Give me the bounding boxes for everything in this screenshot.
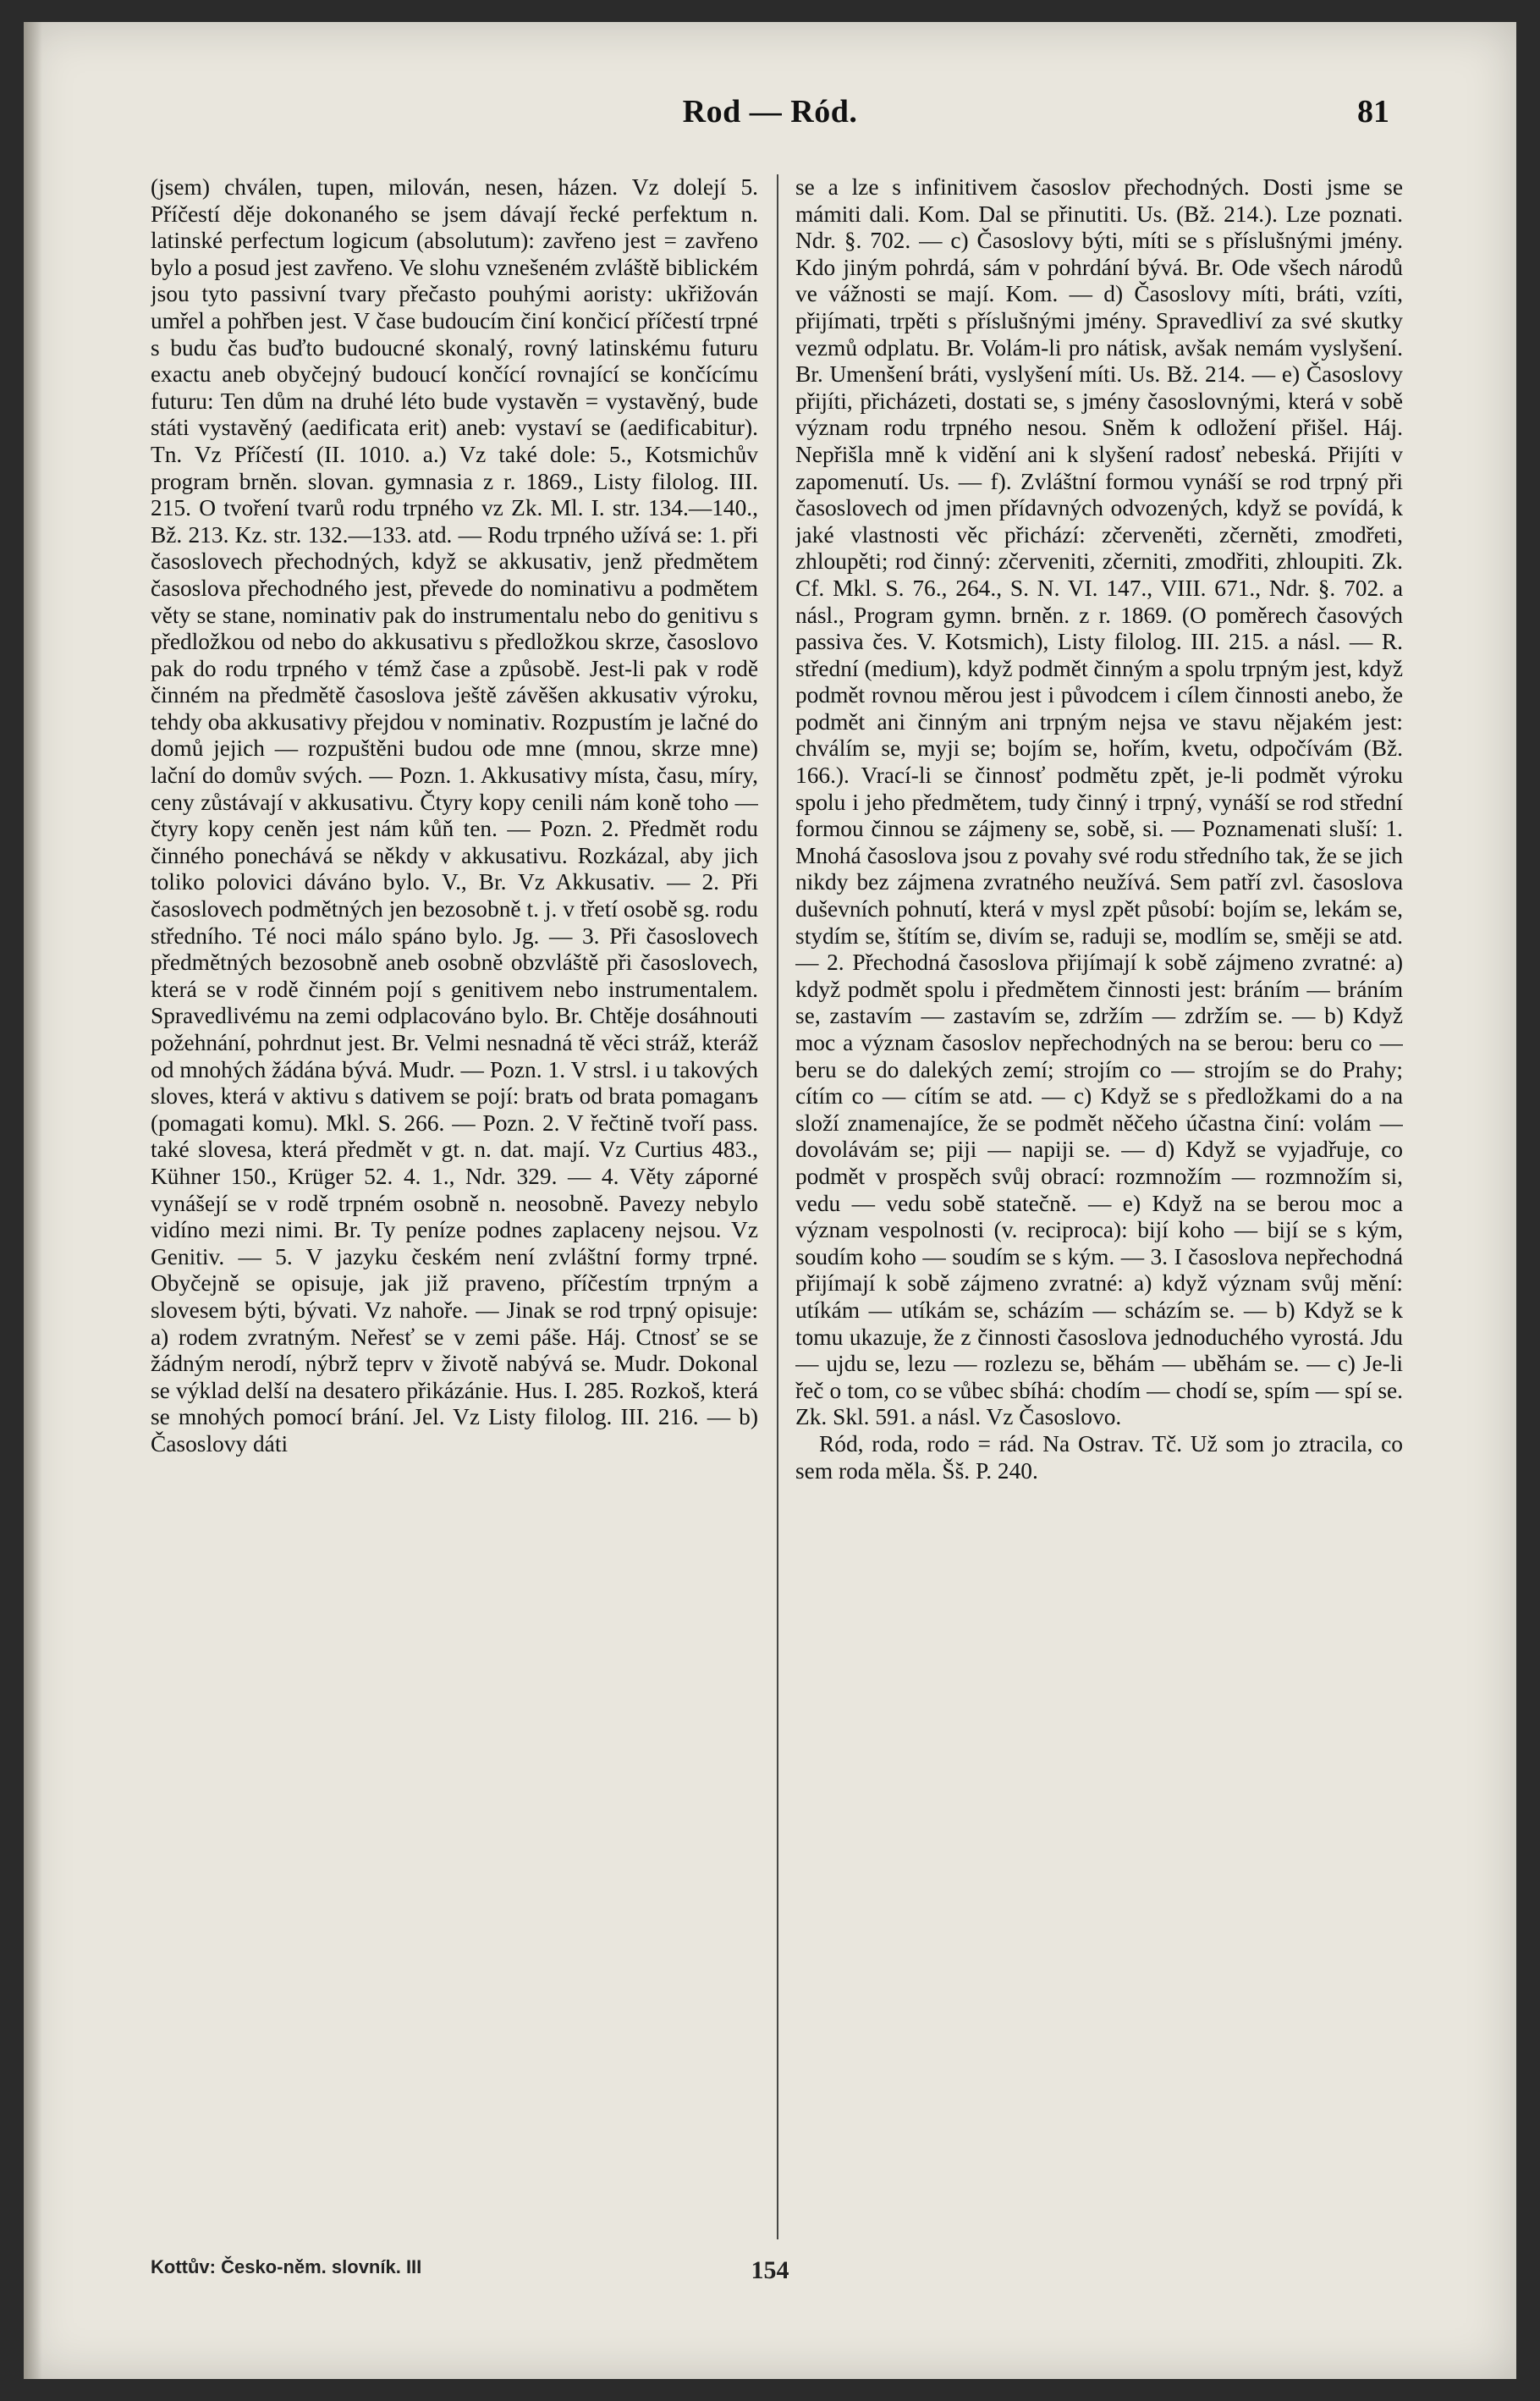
column-divider: [777, 174, 778, 2239]
page-footer: [151, 2256, 1389, 2299]
entry-rod: Ród, roda, rodo = rád. Na Ostrav. Tč. Už som jo ztracila, co sem roda měla. Šš. P. 240.: [795, 1430, 1403, 1484]
sheet-number: 154: [751, 2256, 789, 2284]
page-number: 81: [1357, 94, 1389, 129]
left-column-paragraph: (jsem) chválen, tupen, milován, nesen, házen. Vz dolejí 5. Příčestí děje dokonaného se jsem dávají řecké perfektum n. latinské perfectum logicum (absolutum): zavřeno jest = zavřeno bylo a posud jest zavřeno. Ve slohu vznešeném zvláště biblickém jsou tyto passivní tvary přečasto pouhými aoristy: ukřižován umřel a pohřben jest. V čase budoucím činí končicí příčestí trpné s budu čas buďto budoucné skonalý, rovný latinskému futuru exactu aneb obyčejný budoucí končící rovnající se končícímu futuru: Ten dům na druhé léto bude vystavěn = vystavěný, bude státi vystavěný (aedificata erit) aneb: vystaví se (aedificabitur). Tn. Vz Příčestí (II. 1010. a.) Vz také dole: 5., Kotsmichův program brněn. slovan. gymnasia z r. 1869., Listy filolog. III. 215. O tvoření tvarů rodu trpného vz Zk. Ml. I. str. 134.—140., Bž. 213. Kz. str. 132.—133. atd. — Rodu trpného užívá se: 1. při časoslovech přechodných, když se akkusativ, jenž předmětem časoslova přechodného jest, převede do nominativu a podmětem věty se stane, nominativ pak do instrumentalu nebo do genitivu s předložkou od nebo do akkusativu s předložkou skrze, časoslovo pak do rodu trpného v témž čase a způsobě. Jest-li pak v rodě činném na předmětě časoslova ještě závěšen akkusativ výroku, tehdy oba akkusativy přejdou v nominativ. Rozpustím je lačné do domů jejich — rozpuštěni budou ode mne (mnou, skrze mne) lační do domův svých. — Pozn. 1. Akkusativy místa, času, míry, ceny zůstávají v akkusativu. Čtyry kopy cenili nám koně toho — čtyry kopy ceněn jest nám kůň ten. — Pozn. 2. Předmět rodu činného ponechává se někdy v akkusativu. Rozkázal, aby jich toliko polovici dáváno bylo. V., Br. Vz Akkusativ. — 2. Při časoslovech podmětných jen bezosobně t. j. v třetí osobě sg. rodu středního. Té noci málo spáno bylo. Jg. — 3. Při časoslovech předmětných bezosobně aneb osobně obzvláště při časoslovech, která se v rodě činném pojí s genitivem nebo instrumentalem. Spravedlivému na zemi odplacováno bylo. Br. Chtěje dosáhnouti požehnání, pohrdnut jest. Br. Velmi nesnadná tě věci stráž, kteráž od mnohých žádána bývá. Mudr. — Pozn. 1. V strsl. i u takových sloves, která v aktivu s dativem se pojí: bratъ od brata pomaganъ (pomagati komu). Mkl. S. 266. — Pozn. 2. V řečtině tvoří pass. také slovesa, která předmět v gt. n. dat. mají. Vz Curtius 483., Kühner 150., Krüger 52. 4. 1., Ndr. 329. — 4. Věty záporné vynášejí se v rodě trpném osobně n. neosobně. Pavezy nebylo vidíno mezi nimi. Br. Ty peníze podnes zaplaceny nejsou. Vz Genitiv. — 5. V jazyku českém není zvláštní formy trpné. Obyčejně se opisuje, jak již praveno, příčestím trpným a slovesem býti, bývati. Vz nahoře. — Jinak se rod trpný opisuje: a) rodem zvratným. Neřesť se v zemi páše. Háj. Ctnosť se se žádným nerodí, nýbrž teprv v životě nabývá se. Mudr. Dokonal se výklad delší na desatero přikázánie. Hus. I. 285. Rozkoš, která se mnohých pomocí brání. Jel. Vz Listy filolog. III. 216. — b) Časoslovy dáti: [151, 174, 758, 1457]
dictionary-page: [24, 22, 1516, 2379]
scan-shadow-edge: [24, 22, 42, 2379]
left-column: [151, 174, 758, 2239]
page-header: [151, 93, 1389, 144]
right-column: [795, 174, 1403, 2239]
running-head: Rod — Ród.: [682, 94, 858, 129]
right-column-paragraph: se a lze s infinitivem časoslov přechodných. Dosti jsme se mámiti dali. Kom. Dal se přinutiti. Us. (Bž. 214.). Lze poznati. Ndr. §. 702. — c) Časoslovy býti, míti se s příslušnými jmény. Kdo jiným pohrdá, sám v pohrdání bývá. Br. Ode všech národů ve vážnosti se mají. Kom. — d) Časoslovy míti, bráti, vzíti, přijímati, trpěti s příslušnými jmény. Spravedliví za své skutky vezmů odplatu. Br. Volám-li pro nátisk, avšak nemám vyslyšení. Br. Umenšení bráti, vyslyšení míti. Us. Bž. 214. — e) Časoslovy přijíti, přicházeti, dostati se, s jmény časoslovnými, která v sobě význam rodu trpného nesou. Sněm k odložení přišel. Háj. Nepřišla mně k vidění ani k slyšení radosť nebeská. Přijíti v zapomenutí. Us. — f). Zvláštní formou vynáší se rod trpný při časoslovech od jmen přídavných odvozených, když se povídá, k jaké vlastnosti věc přichází: zčerveněti, zčerněti, zmodřeti, zhloupěti; rod činný: zčerveniti, zčerniti, zmodřiti, zhloupiti. Zk. Cf. Mkl. S. 76., 264., S. N. VI. 147., VIII. 671., Ndr. §. 702. a násl., Program gymn. brněn. z r. 1869. (O poměrech časových passiva čes. V. Kotsmich), Listy filolog. III. 215. a násl. — R. střední (medium), když podmět činným a spolu trpným jest, když podmět rovnou měrou jest i původcem i cílem činnosti anebo, že podmět ani činným ani trpným nejsa ve stavu nějakém jest: chválím se, myji se; bojím se, hořím, kvetu, odpočívám (Bž. 166.). Vrací-li se činnosť podmětu zpět, je-li podmět výroku spolu i jeho předmětem, tudy činný i trpný, vynáší se rod střední formou činnou se zájmeny se, sobě, si. — Poznamenati sluší: 1. Mnohá časoslova jsou z povahy své rodu středního tak, že se jich nikdy bez zájmena zvratného neužívá. Sem patří zvl. časoslova duševních pohnutí, která v mysl zpět působí: bojím se, lekám se, stydím se, štítím se, divím se, raduji se, modlím se, směji se atd. — 2. Přechodná časoslova přijímají k sobě zájmeno zvratné: a) když podmět spolu i předmětem činnosti jest: bráním — bráním se, zastavím — zastavím se, zdržím — zdržím se. — b) Když moc a význam časoslov nepřechodných na se berou: beru co — beru se do dalekých zemí; strojím co — strojím se do Prahy; cítím co — cítím se atd. — c) Když se s předložkami do a na složí znamenajíce, že se podmět něčeho účastna činí: volám — dovolávám se; piji — napiji se. — d) Když se vyjadřuje, co podmět v prospěch svůj obrací: rozmnožím — rozmnožím si, vedu — vedu sobě statečně. — e) Když na se berou moc a význam vespolnosti (v. reciproca): bijí koho — bijí se s kým, soudím koho — soudím se s kým. — 3. I časoslova nepřechodná přijímají k sobě zájmeno zvratné: a) když význam svůj mění: utíkám — utíkám se, scházím — scházím se. — b) Když se k tomu ukazuje, že z činnosti časoslova jednoduchého vyrostá. Jdu — ujdu se, lezu — rozlezu se, běhám — uběhám se. — c) Je-li řeč o tom, co se vůbec sbíhá: chodím — chodí se, spím — spí se. Zk. Skl. 591. a násl. Vz Časoslovo.: [795, 174, 1403, 1430]
printer-signature: Kottův: Česko-něm. slovník. III: [151, 2256, 422, 2277]
two-column-body: [151, 174, 1403, 2239]
